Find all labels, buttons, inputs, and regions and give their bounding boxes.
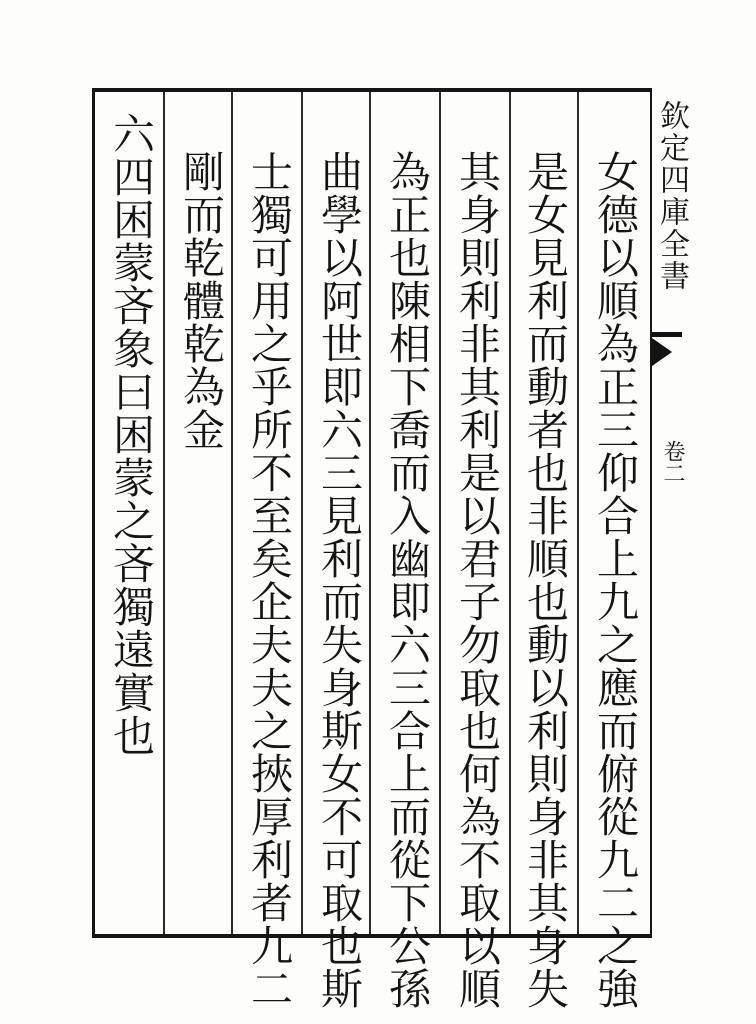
text-column-3: 其身則利非其利是以君子勿取也何為不取以順 [453,150,502,1010]
text-frame [92,88,652,1010]
page-margin-strip [652,88,692,938]
fishtail-mark [652,338,672,366]
column-rule [163,92,165,934]
column-rule [231,92,233,934]
fishtail-bar [652,332,682,337]
column-rule [439,92,441,934]
column-rule [369,92,371,934]
text-column-6: 士獨可用之乎所不至矣企夫夫之挾厚利者九二 [245,150,294,1010]
column-rule [509,92,511,934]
book-title: 欽定四庫全書 [654,100,689,292]
text-column-8: 六四困蒙吝象曰困蒙之吝獨遠實也 [107,112,156,757]
column-rule [577,92,579,934]
column-rule [301,92,303,934]
text-column-1: 女德以順為正三仰合上九之應而俯從九二之強 [591,150,640,1010]
text-column-5: 曲學以阿世即六三見利而失身斯女不可取也斯 [315,150,364,1010]
volume-label: 卷二 [660,440,685,484]
text-column-4: 為正也陳相下喬而入幽即六三合上而從下公孫 [383,150,432,1010]
text-column-7: 剛而乾體乾為金 [177,150,226,451]
text-column-2: 是女見利而動者也非順也動以利則身非其身失 [521,150,570,1010]
